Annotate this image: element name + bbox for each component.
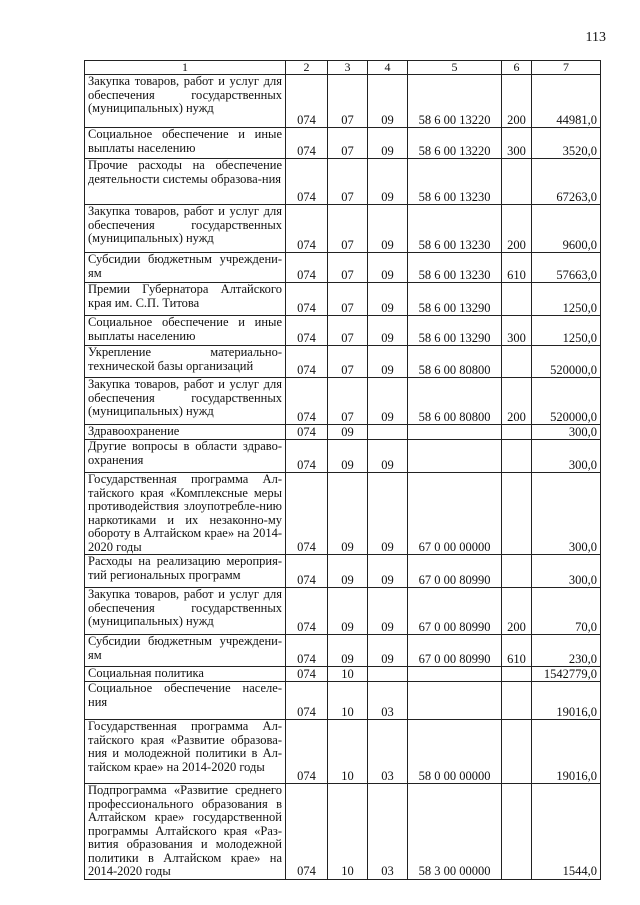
admin-code: 074 xyxy=(286,635,328,667)
expense-type-code xyxy=(502,784,532,880)
amount: 300,0 xyxy=(532,473,601,555)
subsection-code: 09 xyxy=(368,75,408,128)
target-article-code: 58 6 00 13230 xyxy=(408,205,502,253)
expense-type-code xyxy=(502,667,532,682)
expense-name: Государственная программа Ал-тайского края «Развитие образова-ния и молодежной политики в Ал-тайском крае» на 2014-2020 годы xyxy=(85,720,286,784)
subsection-code: 09 xyxy=(368,378,408,425)
admin-code: 074 xyxy=(286,316,328,346)
expense-type-code: 200 xyxy=(502,378,532,425)
target-article-code: 58 0 00 00000 xyxy=(408,720,502,784)
section-code: 07 xyxy=(328,378,368,425)
section-code: 07 xyxy=(328,316,368,346)
target-article-code xyxy=(408,425,502,440)
target-article-code: 67 0 00 80990 xyxy=(408,555,502,588)
section-code: 07 xyxy=(328,75,368,128)
expense-name: Социальное обеспечение и иные выплаты населению xyxy=(85,128,286,159)
section-code: 10 xyxy=(328,682,368,720)
target-article-code: 58 6 00 13290 xyxy=(408,316,502,346)
column-header-2: 2 xyxy=(286,61,328,75)
target-article-code: 67 0 00 80990 xyxy=(408,635,502,667)
table-row xyxy=(85,440,601,473)
expense-name: Закупка товаров, работ и услуг для обеспечения государственных (муниципальных) нужд xyxy=(85,205,286,253)
amount: 520000,0 xyxy=(532,346,601,378)
section-code: 07 xyxy=(328,283,368,316)
expense-name: Субсидии бюджетным учреждени-ям xyxy=(85,635,286,667)
amount: 19016,0 xyxy=(532,720,601,784)
target-article-code xyxy=(408,682,502,720)
target-article-code: 58 6 00 80800 xyxy=(408,378,502,425)
column-header-4: 4 xyxy=(368,61,408,75)
table-row xyxy=(85,346,601,378)
table-header xyxy=(85,61,601,75)
subsection-code: 09 xyxy=(368,473,408,555)
amount: 9600,0 xyxy=(532,205,601,253)
target-article-code xyxy=(408,667,502,682)
admin-code: 074 xyxy=(286,440,328,473)
expense-type-code: 200 xyxy=(502,75,532,128)
table-row xyxy=(85,283,601,316)
admin-code: 074 xyxy=(286,378,328,425)
table-row xyxy=(85,316,601,346)
expense-type-code: 300 xyxy=(502,128,532,159)
amount: 3520,0 xyxy=(532,128,601,159)
admin-code: 074 xyxy=(286,75,328,128)
expense-type-code: 200 xyxy=(502,588,532,635)
admin-code: 074 xyxy=(286,425,328,440)
table-row xyxy=(85,128,601,159)
section-code: 09 xyxy=(328,473,368,555)
table-row xyxy=(85,588,601,635)
admin-code: 074 xyxy=(286,159,328,205)
subsection-code: 09 xyxy=(368,159,408,205)
expense-type-code xyxy=(502,555,532,588)
target-article-code: 58 3 00 00000 xyxy=(408,784,502,880)
subsection-code: 09 xyxy=(368,253,408,283)
amount: 300,0 xyxy=(532,440,601,473)
amount: 300,0 xyxy=(532,555,601,588)
expense-name: Закупка товаров, работ и услуг для обеспечения государственных (муниципальных) нужд xyxy=(85,588,286,635)
subsection-code xyxy=(368,425,408,440)
column-header-5: 5 xyxy=(408,61,502,75)
expense-type-code xyxy=(502,682,532,720)
column-header-7: 7 xyxy=(532,61,601,75)
column-header-3: 3 xyxy=(328,61,368,75)
amount: 230,0 xyxy=(532,635,601,667)
column-header-6: 6 xyxy=(502,61,532,75)
target-article-code: 67 0 00 00000 xyxy=(408,473,502,555)
amount: 70,0 xyxy=(532,588,601,635)
amount: 19016,0 xyxy=(532,682,601,720)
table-row xyxy=(85,667,601,682)
budget-table xyxy=(84,60,601,880)
expense-type-code xyxy=(502,159,532,205)
amount: 1542779,0 xyxy=(532,667,601,682)
section-code: 07 xyxy=(328,205,368,253)
admin-code: 074 xyxy=(286,682,328,720)
expense-name: Здравоохранение xyxy=(85,425,286,440)
table-row xyxy=(85,682,601,720)
expense-name: Социальная политика xyxy=(85,667,286,682)
admin-code: 074 xyxy=(286,784,328,880)
subsection-code: 09 xyxy=(368,205,408,253)
amount: 520000,0 xyxy=(532,378,601,425)
target-article-code: 58 6 00 13230 xyxy=(408,159,502,205)
expense-type-code: 200 xyxy=(502,205,532,253)
table-row xyxy=(85,75,601,128)
subsection-code: 03 xyxy=(368,784,408,880)
section-code: 09 xyxy=(328,588,368,635)
subsection-code: 03 xyxy=(368,682,408,720)
amount: 1544,0 xyxy=(532,784,601,880)
subsection-code: 09 xyxy=(368,283,408,316)
admin-code: 074 xyxy=(286,205,328,253)
section-code: 09 xyxy=(328,635,368,667)
admin-code: 074 xyxy=(286,555,328,588)
admin-code: 074 xyxy=(286,128,328,159)
admin-code: 074 xyxy=(286,253,328,283)
table-row xyxy=(85,159,601,205)
subsection-code: 09 xyxy=(368,555,408,588)
table-body xyxy=(85,75,601,880)
table-row xyxy=(85,784,601,880)
section-code: 09 xyxy=(328,555,368,588)
expense-name: Подпрограмма «Развитие среднего профессионального образования в Алтайском крае» государственной программы Алтайского края «Раз-вития образования и молодежной политики в Алтайском крае» на 2014-2020 годы xyxy=(85,784,286,880)
amount: 300,0 xyxy=(532,425,601,440)
expense-type-code: 300 xyxy=(502,316,532,346)
table-row xyxy=(85,205,601,253)
expense-name: Другие вопросы в области здраво-охранения xyxy=(85,440,286,473)
subsection-code: 03 xyxy=(368,720,408,784)
expense-name: Государственная программа Ал-тайского края «Комплексные меры противодействия злоупотребле-нию наркотиками и их незаконно-му обороту в Алтайском крае» на 2014-2020 годы xyxy=(85,473,286,555)
expense-name: Расходы на реализацию мероприя-тий региональных программ xyxy=(85,555,286,588)
section-code: 09 xyxy=(328,440,368,473)
expense-name: Прочие расходы на обеспечение деятельности системы образова-ния xyxy=(85,159,286,205)
subsection-code: 09 xyxy=(368,346,408,378)
subsection-code: 09 xyxy=(368,128,408,159)
expense-name: Закупка товаров, работ и услуг для обеспечения государственных (муниципальных) нужд xyxy=(85,378,286,425)
header-row xyxy=(85,61,601,75)
section-code: 07 xyxy=(328,346,368,378)
section-code: 07 xyxy=(328,128,368,159)
admin-code: 074 xyxy=(286,588,328,635)
section-code: 07 xyxy=(328,253,368,283)
expense-type-code: 610 xyxy=(502,253,532,283)
amount: 44981,0 xyxy=(532,75,601,128)
column-header-1: 1 xyxy=(85,61,286,75)
section-code: 09 xyxy=(328,425,368,440)
admin-code: 074 xyxy=(286,473,328,555)
expense-type-code xyxy=(502,346,532,378)
table-row xyxy=(85,720,601,784)
amount: 1250,0 xyxy=(532,283,601,316)
expense-name: Премии Губернатора Алтайского края им. С.П. Титова xyxy=(85,283,286,316)
amount: 57663,0 xyxy=(532,253,601,283)
target-article-code: 58 6 00 13290 xyxy=(408,283,502,316)
admin-code: 074 xyxy=(286,283,328,316)
target-article-code: 58 6 00 13220 xyxy=(408,75,502,128)
admin-code: 074 xyxy=(286,346,328,378)
table-row xyxy=(85,635,601,667)
target-article-code xyxy=(408,440,502,473)
table-row xyxy=(85,253,601,283)
amount: 67263,0 xyxy=(532,159,601,205)
subsection-code: 09 xyxy=(368,316,408,346)
expense-name: Закупка товаров, работ и услуг для обеспечения государственных (муниципальных) нужд xyxy=(85,75,286,128)
expense-type-code xyxy=(502,440,532,473)
table-row xyxy=(85,473,601,555)
target-article-code: 58 6 00 13230 xyxy=(408,253,502,283)
expense-name: Социальное обеспечение населе-ния xyxy=(85,682,286,720)
admin-code: 074 xyxy=(286,667,328,682)
subsection-code xyxy=(368,667,408,682)
target-article-code: 67 0 00 80990 xyxy=(408,588,502,635)
expense-name: Субсидии бюджетным учреждени-ям xyxy=(85,253,286,283)
page-number: 113 xyxy=(585,30,606,45)
section-code: 10 xyxy=(328,784,368,880)
expense-name: Социальное обеспечение и иные выплаты населению xyxy=(85,316,286,346)
section-code: 10 xyxy=(328,720,368,784)
subsection-code: 09 xyxy=(368,440,408,473)
table-row xyxy=(85,378,601,425)
subsection-code: 09 xyxy=(368,635,408,667)
expense-type-code xyxy=(502,425,532,440)
expense-type-code xyxy=(502,473,532,555)
section-code: 10 xyxy=(328,667,368,682)
admin-code: 074 xyxy=(286,720,328,784)
section-code: 07 xyxy=(328,159,368,205)
subsection-code: 09 xyxy=(368,588,408,635)
expense-name: Укрепление материально-технической базы организаций xyxy=(85,346,286,378)
table-row xyxy=(85,425,601,440)
amount: 1250,0 xyxy=(532,316,601,346)
target-article-code: 58 6 00 13220 xyxy=(408,128,502,159)
expense-type-code xyxy=(502,283,532,316)
expense-type-code xyxy=(502,720,532,784)
table-row xyxy=(85,555,601,588)
target-article-code: 58 6 00 80800 xyxy=(408,346,502,378)
expense-type-code: 610 xyxy=(502,635,532,667)
